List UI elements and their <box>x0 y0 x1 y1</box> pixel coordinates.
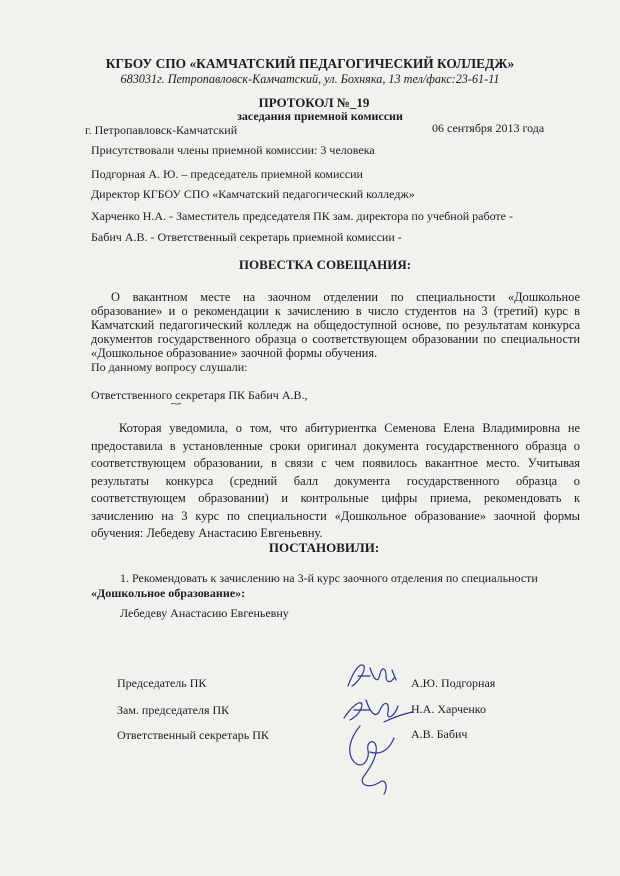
org-address: 683031г. Петропавловск-Камчатский, ул. Бохняка, 13 тел/факс:23-61-11 <box>120 72 500 86</box>
signature-role-deputy: Зам. председателя ПК <box>117 703 230 717</box>
signature-name-secretary: А.В. Бабич <box>411 727 468 741</box>
report-line: результаты конкурса (средний балл документа государственного образца о <box>91 473 580 488</box>
heard-label: По данному вопросу слушали: <box>91 360 248 374</box>
report-line: Которая уведомила, о том, что абитуриентка Семенова Елена Владимировна не <box>119 421 580 435</box>
signature-role-secretary: Ответственный секретарь ПК <box>117 728 269 742</box>
resolution-student: Лебедеву Анастасию Евгеньевну <box>120 606 289 620</box>
agenda-line: Камчатский педагогический колледж на общедоступной основе, по результатам конкурса <box>91 318 580 332</box>
agenda-heading: ПОВЕСТКА СОВЕЩАНИЯ: <box>238 257 412 272</box>
report-line: соответствующем образовании) и контрольные цифры приема, рекомендовать к <box>91 491 580 505</box>
report-line: предоставила в установленные сроки оригинал документа государственного образца о <box>91 438 580 453</box>
agenda-line: О вакантном месте на заочном отделении по специальности «Дошкольное <box>111 290 580 304</box>
attendees-count: Присутствовали члены приемной комиссии: 3 человека <box>91 143 375 157</box>
resolution-item: 1. Рекомендовать к зачислению на 3-й курс заочного отделения по специальности <box>120 571 538 585</box>
agenda-line: «Дошкольное образование» заочной формы обучения. <box>91 346 378 360</box>
resolution-specialty: «Дошкольное образование»: <box>91 586 246 600</box>
agenda-paragraph <box>91 290 580 360</box>
signature-role-chair: Председатель ПК <box>117 676 207 690</box>
handwritten-signatures <box>340 656 420 806</box>
signature-name-chair: А.Ю. Подгорная <box>411 676 496 690</box>
report-paragraph <box>91 420 580 543</box>
attendee-deputy: Харченко Н.А. - Заместитель председателя ПК зам. директора по учебной работе - <box>91 209 513 223</box>
agenda-line: документов государственного образца о соответствующем образовании по специальности <box>91 332 580 346</box>
meeting-date: 06 сентября 2013 года <box>432 121 545 135</box>
attendee-chair: Подгорная А. Ю. – председатель приемной комиссии <box>91 167 363 181</box>
attendee-secretary: Бабич А.В. - Ответственный секретарь приемной комиссии - <box>91 230 402 244</box>
protocol-subtitle: заседания приемной комиссии <box>237 109 403 123</box>
resolution-heading: ПОСТАНОВИЛИ: <box>268 540 380 555</box>
ink-mark-icon <box>170 400 182 408</box>
report-line: соответствующем образовании, в связи с чем появилось вакантное место. Учитывая <box>91 456 580 470</box>
protocol-title: ПРОТОКОЛ №_19 <box>258 95 370 110</box>
report-line: обучения: Лебедеву Анастасию Евгеньевну. <box>91 526 323 540</box>
org-name: КГБОУ СПО «КАМЧАТСКИЙ ПЕДАГОГИЧЕСКИЙ КОЛЛЕДЖ» <box>105 56 515 71</box>
signature-name-deputy: Н.А. Харченко <box>411 702 487 716</box>
agenda-line: образование» и о рекомендации к зачислению в число студентов на 3 (третий) курс в <box>91 304 580 318</box>
report-line: зачислению на 3 курс по специальности «Дошкольное образование» заочной формы <box>91 508 580 523</box>
attendee-director: Директор КГБОУ СПО «Камчатский педагогический колледж» <box>91 187 415 201</box>
meeting-city: г. Петропавловск-Камчатский <box>85 123 238 137</box>
speaker-line: Ответственного секретаря ПК Бабич А.В., <box>91 388 308 402</box>
